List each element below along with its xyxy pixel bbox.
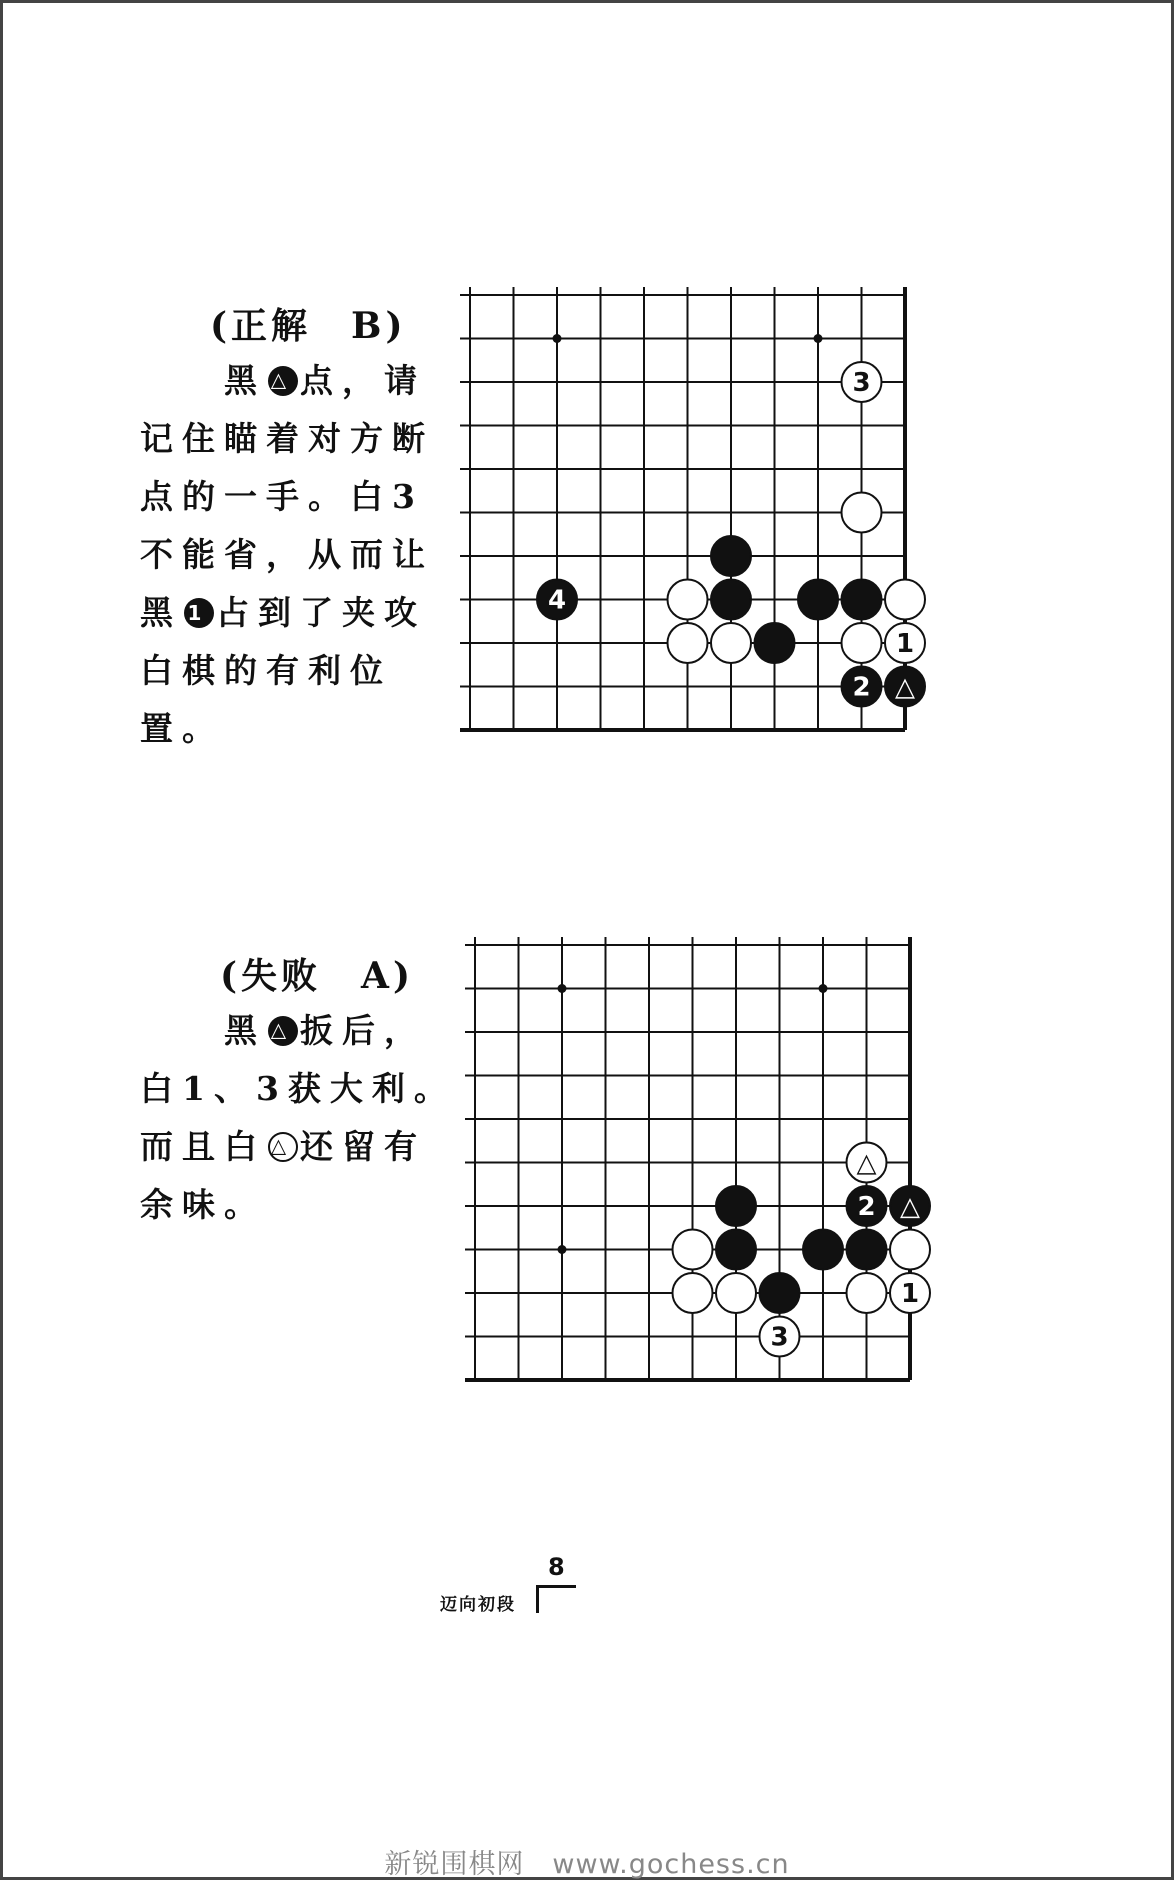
white-stone-labeled	[847, 1143, 887, 1183]
text-fragment: 黑	[140, 593, 182, 632]
black-stone	[711, 580, 751, 620]
black-triangle-stone-icon: △	[268, 366, 298, 396]
black-stone	[760, 1273, 800, 1313]
text-fragment: 黑	[224, 1011, 266, 1050]
text-fragment: 点，请	[300, 361, 426, 400]
black-stone-labeled	[885, 667, 925, 707]
white-stone	[847, 1273, 887, 1313]
white-stone	[890, 1230, 930, 1270]
stone-label: 2	[857, 1192, 876, 1222]
white-stone	[668, 623, 708, 663]
text-line: 白1、3获大利。	[140, 1069, 456, 1108]
black-stone-labeled	[842, 667, 882, 707]
white-stone	[711, 623, 751, 663]
white-stone	[885, 580, 925, 620]
stone-label: 1	[900, 1279, 920, 1309]
book-title: 迈向初段	[440, 1595, 516, 1615]
stone-label: △	[895, 672, 915, 703]
text-fragment: 黑	[224, 361, 266, 400]
star-point	[553, 334, 562, 343]
text-line: 不能省，从而让	[140, 535, 434, 574]
stone-label: 2	[852, 672, 871, 703]
text-fragment: 扳后，	[300, 1011, 426, 1050]
text-line: 记住瞄着对方断	[140, 419, 434, 458]
go-board-diagram-b	[460, 285, 940, 755]
black-stone	[798, 580, 838, 620]
caption-correct-b: (正解 B)	[210, 305, 407, 347]
stone-label: △	[900, 1192, 920, 1222]
black-stone	[842, 580, 882, 620]
black-stone	[847, 1230, 887, 1270]
text-fragment: 而且白	[140, 1127, 266, 1166]
explanation-a	[140, 1002, 460, 1234]
white-stone-labeled	[890, 1273, 930, 1313]
text-line: 点的一手。白3	[140, 477, 424, 516]
white-stone	[842, 623, 882, 663]
text-fragment: 占到了夹攻	[216, 593, 426, 632]
stone-label: △	[856, 1148, 877, 1179]
black-stone	[716, 1230, 756, 1270]
black-stone	[755, 623, 795, 663]
text-line: 余味。	[140, 1185, 266, 1224]
explanation-b	[140, 352, 460, 758]
white-stone	[668, 580, 708, 620]
star-point	[558, 984, 567, 993]
stone-label: 4	[547, 585, 567, 616]
black-stone-one-icon: 1	[184, 598, 214, 628]
white-stone-labeled	[842, 362, 882, 402]
text-line: 白棋的有利位	[140, 651, 392, 690]
black-stone-labeled	[847, 1186, 887, 1226]
white-stone	[716, 1273, 756, 1313]
text-fragment: 还留有	[300, 1127, 426, 1166]
stone-label: 3	[852, 368, 871, 398]
white-stone-labeled	[885, 623, 925, 663]
black-stone-labeled	[890, 1186, 930, 1226]
white-stone-labeled	[760, 1317, 800, 1357]
watermark: 新锐围棋网 www.gochess.cn	[384, 1849, 790, 1880]
stone-label: 3	[770, 1322, 789, 1353]
footer-rule	[536, 1585, 539, 1613]
black-stone	[803, 1230, 843, 1270]
white-triangle-stone-icon: △	[268, 1132, 298, 1162]
text-line: 置。	[140, 709, 224, 748]
caption-failure-a: (失败 A)	[220, 955, 414, 997]
page-number: 8	[548, 1553, 565, 1581]
white-stone	[842, 493, 882, 533]
white-stone	[673, 1273, 713, 1313]
black-stone	[716, 1186, 756, 1226]
black-triangle-stone-icon: △	[268, 1016, 298, 1046]
star-point	[819, 984, 828, 993]
black-stone-labeled	[537, 580, 577, 620]
go-board-diagram-a	[465, 935, 945, 1405]
black-stone	[711, 536, 751, 576]
star-point	[558, 1245, 567, 1254]
star-point	[814, 334, 823, 343]
stone-label: 1	[895, 629, 915, 659]
footer-rule	[536, 1585, 576, 1588]
white-stone	[673, 1230, 713, 1270]
